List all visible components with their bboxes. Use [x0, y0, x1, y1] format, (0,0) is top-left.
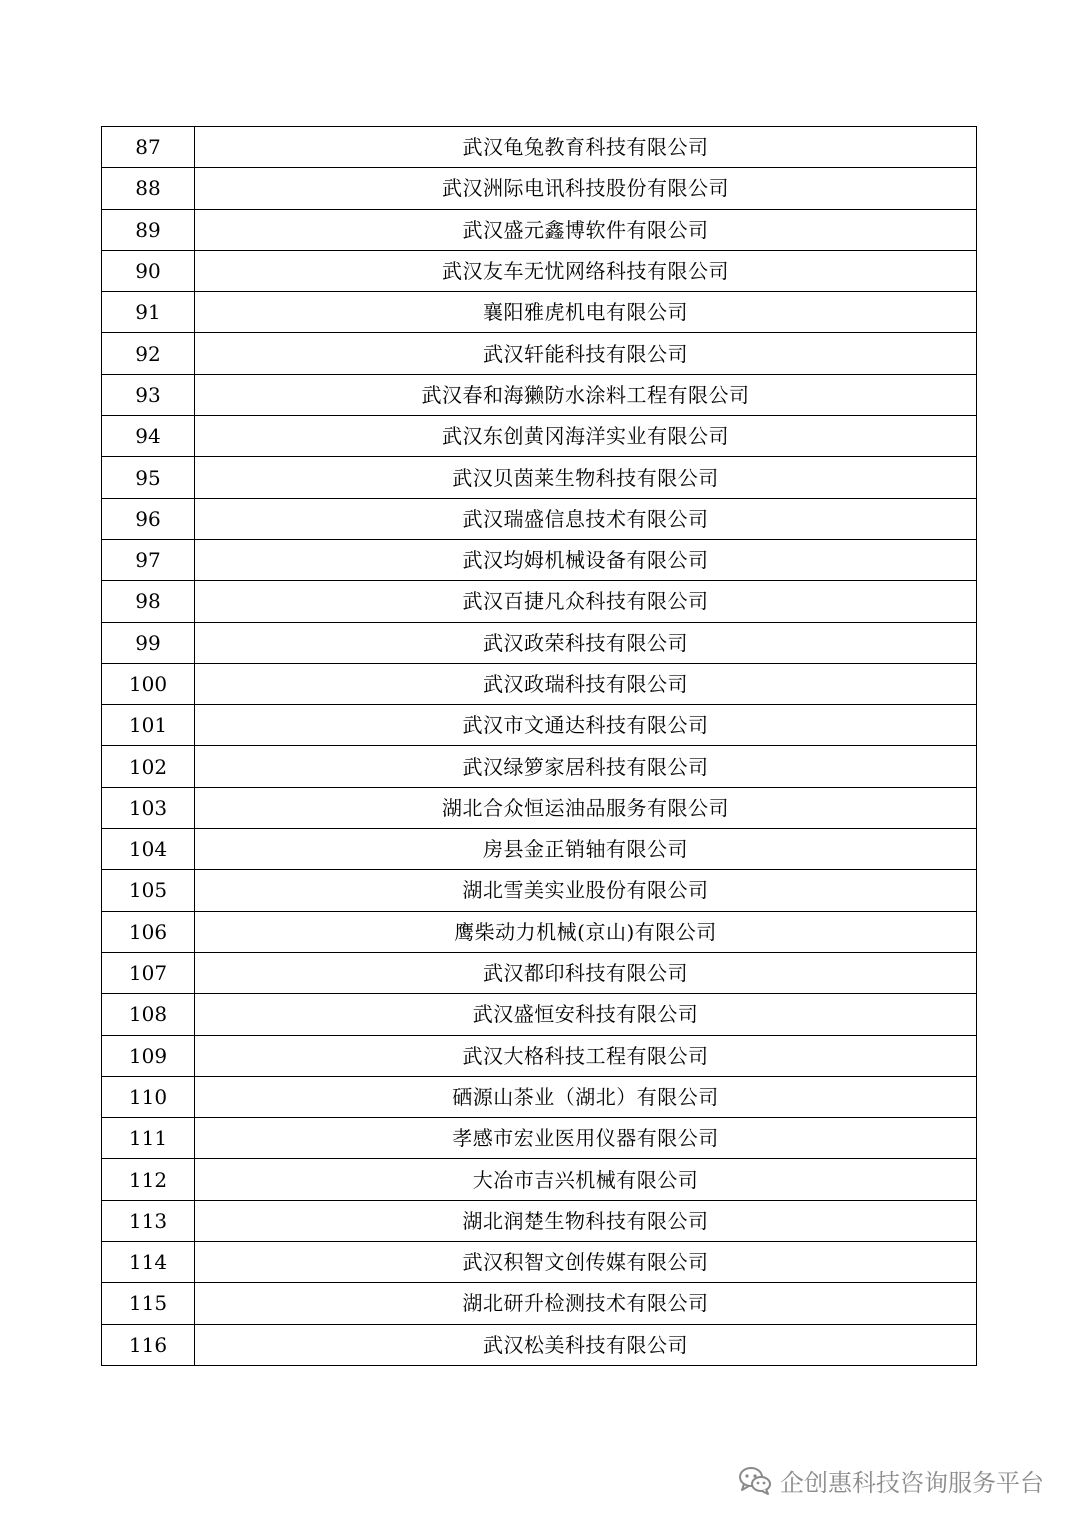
- row-number: 92: [102, 333, 195, 374]
- company-name: 武汉友车无忧网络科技有限公司: [195, 250, 977, 291]
- table-row: [102, 663, 977, 704]
- table-row: [102, 539, 977, 580]
- company-name: 大冶市吉兴机械有限公司: [195, 1159, 977, 1200]
- company-name: 武汉洲际电讯科技股份有限公司: [195, 168, 977, 209]
- row-number: 105: [102, 870, 195, 911]
- company-name: 武汉龟兔教育科技有限公司: [195, 127, 977, 168]
- row-number: 88: [102, 168, 195, 209]
- company-name: 房县金正销轴有限公司: [195, 829, 977, 870]
- row-number: 95: [102, 457, 195, 498]
- row-number: 93: [102, 374, 195, 415]
- table-row: [102, 168, 977, 209]
- row-number: 96: [102, 498, 195, 539]
- table-row: [102, 581, 977, 622]
- company-list-table: [101, 126, 977, 1366]
- row-number: 104: [102, 829, 195, 870]
- company-name: 武汉百捷凡众科技有限公司: [195, 581, 977, 622]
- company-name: 武汉盛元鑫博软件有限公司: [195, 209, 977, 250]
- company-name: 鹰柴动力机械(京山)有限公司: [195, 911, 977, 952]
- table-row: [102, 1242, 977, 1283]
- table-row: [102, 1200, 977, 1241]
- table-row: [102, 746, 977, 787]
- company-name: 孝感市宏业医用仪器有限公司: [195, 1118, 977, 1159]
- row-number: 89: [102, 209, 195, 250]
- company-name: 湖北合众恒运油品服务有限公司: [195, 787, 977, 828]
- table-row: [102, 209, 977, 250]
- table-row: [102, 994, 977, 1035]
- company-name: 武汉东创黄冈海洋实业有限公司: [195, 416, 977, 457]
- company-name: 湖北雪美实业股份有限公司: [195, 870, 977, 911]
- table-row: [102, 829, 977, 870]
- table-row: [102, 457, 977, 498]
- table-body: [102, 127, 977, 1366]
- row-number: 107: [102, 952, 195, 993]
- table-row: [102, 1118, 977, 1159]
- row-number: 110: [102, 1076, 195, 1117]
- company-name: 武汉盛恒安科技有限公司: [195, 994, 977, 1035]
- watermark: [738, 1462, 1044, 1498]
- row-number: 102: [102, 746, 195, 787]
- row-number: 109: [102, 1035, 195, 1076]
- table-row: [102, 787, 977, 828]
- row-number: 116: [102, 1324, 195, 1365]
- table-row: [102, 1159, 977, 1200]
- company-name: 硒源山茶业（湖北）有限公司: [195, 1076, 977, 1117]
- table-row: [102, 622, 977, 663]
- company-name: 武汉瑞盛信息技术有限公司: [195, 498, 977, 539]
- company-name: 武汉市文通达科技有限公司: [195, 705, 977, 746]
- table-row: [102, 416, 977, 457]
- row-number: 113: [102, 1200, 195, 1241]
- table-row: [102, 1283, 977, 1324]
- table-row: [102, 705, 977, 746]
- row-number: 91: [102, 292, 195, 333]
- table-row: [102, 333, 977, 374]
- row-number: 112: [102, 1159, 195, 1200]
- table-row: [102, 127, 977, 168]
- row-number: 114: [102, 1242, 195, 1283]
- row-number: 101: [102, 705, 195, 746]
- table-row: [102, 870, 977, 911]
- row-number: 97: [102, 539, 195, 580]
- table-row: [102, 250, 977, 291]
- table-row: [102, 952, 977, 993]
- company-name: 襄阳雅虎机电有限公司: [195, 292, 977, 333]
- row-number: 106: [102, 911, 195, 952]
- row-number: 94: [102, 416, 195, 457]
- row-number: 87: [102, 127, 195, 168]
- company-name: 武汉松美科技有限公司: [195, 1324, 977, 1365]
- table-row: [102, 374, 977, 415]
- table-row: [102, 1035, 977, 1076]
- company-name: 武汉绿箩家居科技有限公司: [195, 746, 977, 787]
- wechat-icon: [738, 1465, 772, 1495]
- row-number: 99: [102, 622, 195, 663]
- company-name: 武汉积智文创传媒有限公司: [195, 1242, 977, 1283]
- row-number: 111: [102, 1118, 195, 1159]
- company-name: 湖北润楚生物科技有限公司: [195, 1200, 977, 1241]
- company-name: 武汉轩能科技有限公司: [195, 333, 977, 374]
- company-name: 武汉春和海獭防水涂料工程有限公司: [195, 374, 977, 415]
- table-row: [102, 1324, 977, 1365]
- row-number: 98: [102, 581, 195, 622]
- company-name: 湖北研升检测技术有限公司: [195, 1283, 977, 1324]
- table-row: [102, 911, 977, 952]
- table-row: [102, 498, 977, 539]
- company-name: 武汉都印科技有限公司: [195, 952, 977, 993]
- row-number: 90: [102, 250, 195, 291]
- company-name: 武汉政荣科技有限公司: [195, 622, 977, 663]
- company-name: 武汉贝茵莱生物科技有限公司: [195, 457, 977, 498]
- row-number: 100: [102, 663, 195, 704]
- row-number: 103: [102, 787, 195, 828]
- watermark-text: 企创惠科技咨询服务平台: [780, 1468, 1044, 1497]
- company-name: 武汉政瑞科技有限公司: [195, 663, 977, 704]
- company-name: 武汉均姆机械设备有限公司: [195, 539, 977, 580]
- company-name: 武汉大格科技工程有限公司: [195, 1035, 977, 1076]
- row-number: 115: [102, 1283, 195, 1324]
- table-row: [102, 1076, 977, 1117]
- table-row: [102, 292, 977, 333]
- row-number: 108: [102, 994, 195, 1035]
